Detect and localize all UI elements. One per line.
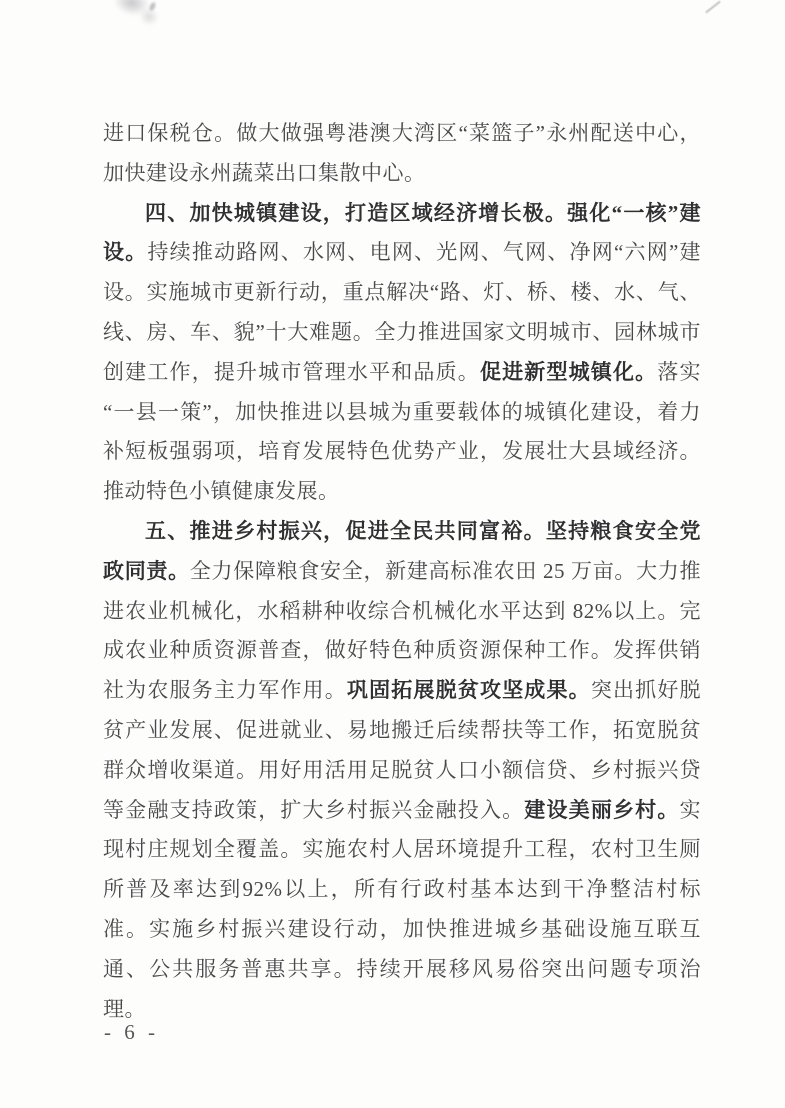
document-body	[103, 114, 701, 1029]
body-text: 实现村庄规划全覆盖。实施农村人居环境提升工程，农村卫生厕所普及率达到92%以上，所有行政村基本达到干净整洁村标准。实施乡村振兴建设行动，加快推进城乡基础设施互联互通、公共服务普惠共享。持续开展移风易俗突出问题专项治理。	[103, 797, 702, 1021]
body-text: 全力保障粮食安全，新建高标准农田 25 万亩。大力推进农业机械化，水稻耕种收综合机械化水平达到 82%以上。完成农业种质资源普查，做好特色种质资源保种工作。发挥供销社为农服务主力军作用。	[103, 558, 702, 703]
body-text: 持续推动路网、水网、电网、光网、气网、净网“六网”建设。实施城市更新行动，重点解决“路、灯、桥、楼、水、气、线、房、车、貌”十大难题。全力推进国家文明城市、园林城市创建工作，提升城市管理水平和品质。	[103, 240, 702, 384]
emphasis-text: 四、加快城镇建设，打造区域经济增长极。强化“一核”建设。	[103, 200, 701, 265]
paragraph	[103, 114, 701, 194]
emphasis-text: 建设美丽乡村。	[524, 797, 680, 822]
body-text: 进口保税仓。做大做强粤港澳大湾区“菜篮子”永州配送中心，加快建设永州蔬菜出口集散中心。	[103, 121, 701, 185]
emphasis-text: 巩固拓展脱贫攻坚成果。	[346, 678, 591, 703]
scan-smudge-artifact	[101, 0, 174, 36]
paragraph	[103, 194, 701, 512]
emphasis-text: 五、推进乡村振兴，促进全民共同富裕。坚持粮食安全党政同责。	[103, 518, 701, 583]
page-number: - 6 -	[104, 1020, 159, 1044]
scan-mark-artifact	[705, 1, 720, 14]
scan-speckle-artifact	[148, 1, 156, 11]
body-text: 突出抓好脱贫产业发展、促进就业、易地搬迁后续帮扶等工作，拓宽脱贫群众增收渠道。用好用活用足脱贫人口小额信贷、乡村振兴贷等金融支持政策，扩大乡村振兴金融投入。	[103, 678, 702, 822]
emphasis-text: 促进新型城镇化。	[479, 359, 658, 384]
body-text: 落实“一县一策”，加快推进以县城为重要载体的城镇化建设，着力补短板强弱项，培育发展特色优势产业，发展壮大县域经济。推动特色小镇健康发展。	[103, 359, 702, 504]
paragraph	[103, 512, 701, 1029]
